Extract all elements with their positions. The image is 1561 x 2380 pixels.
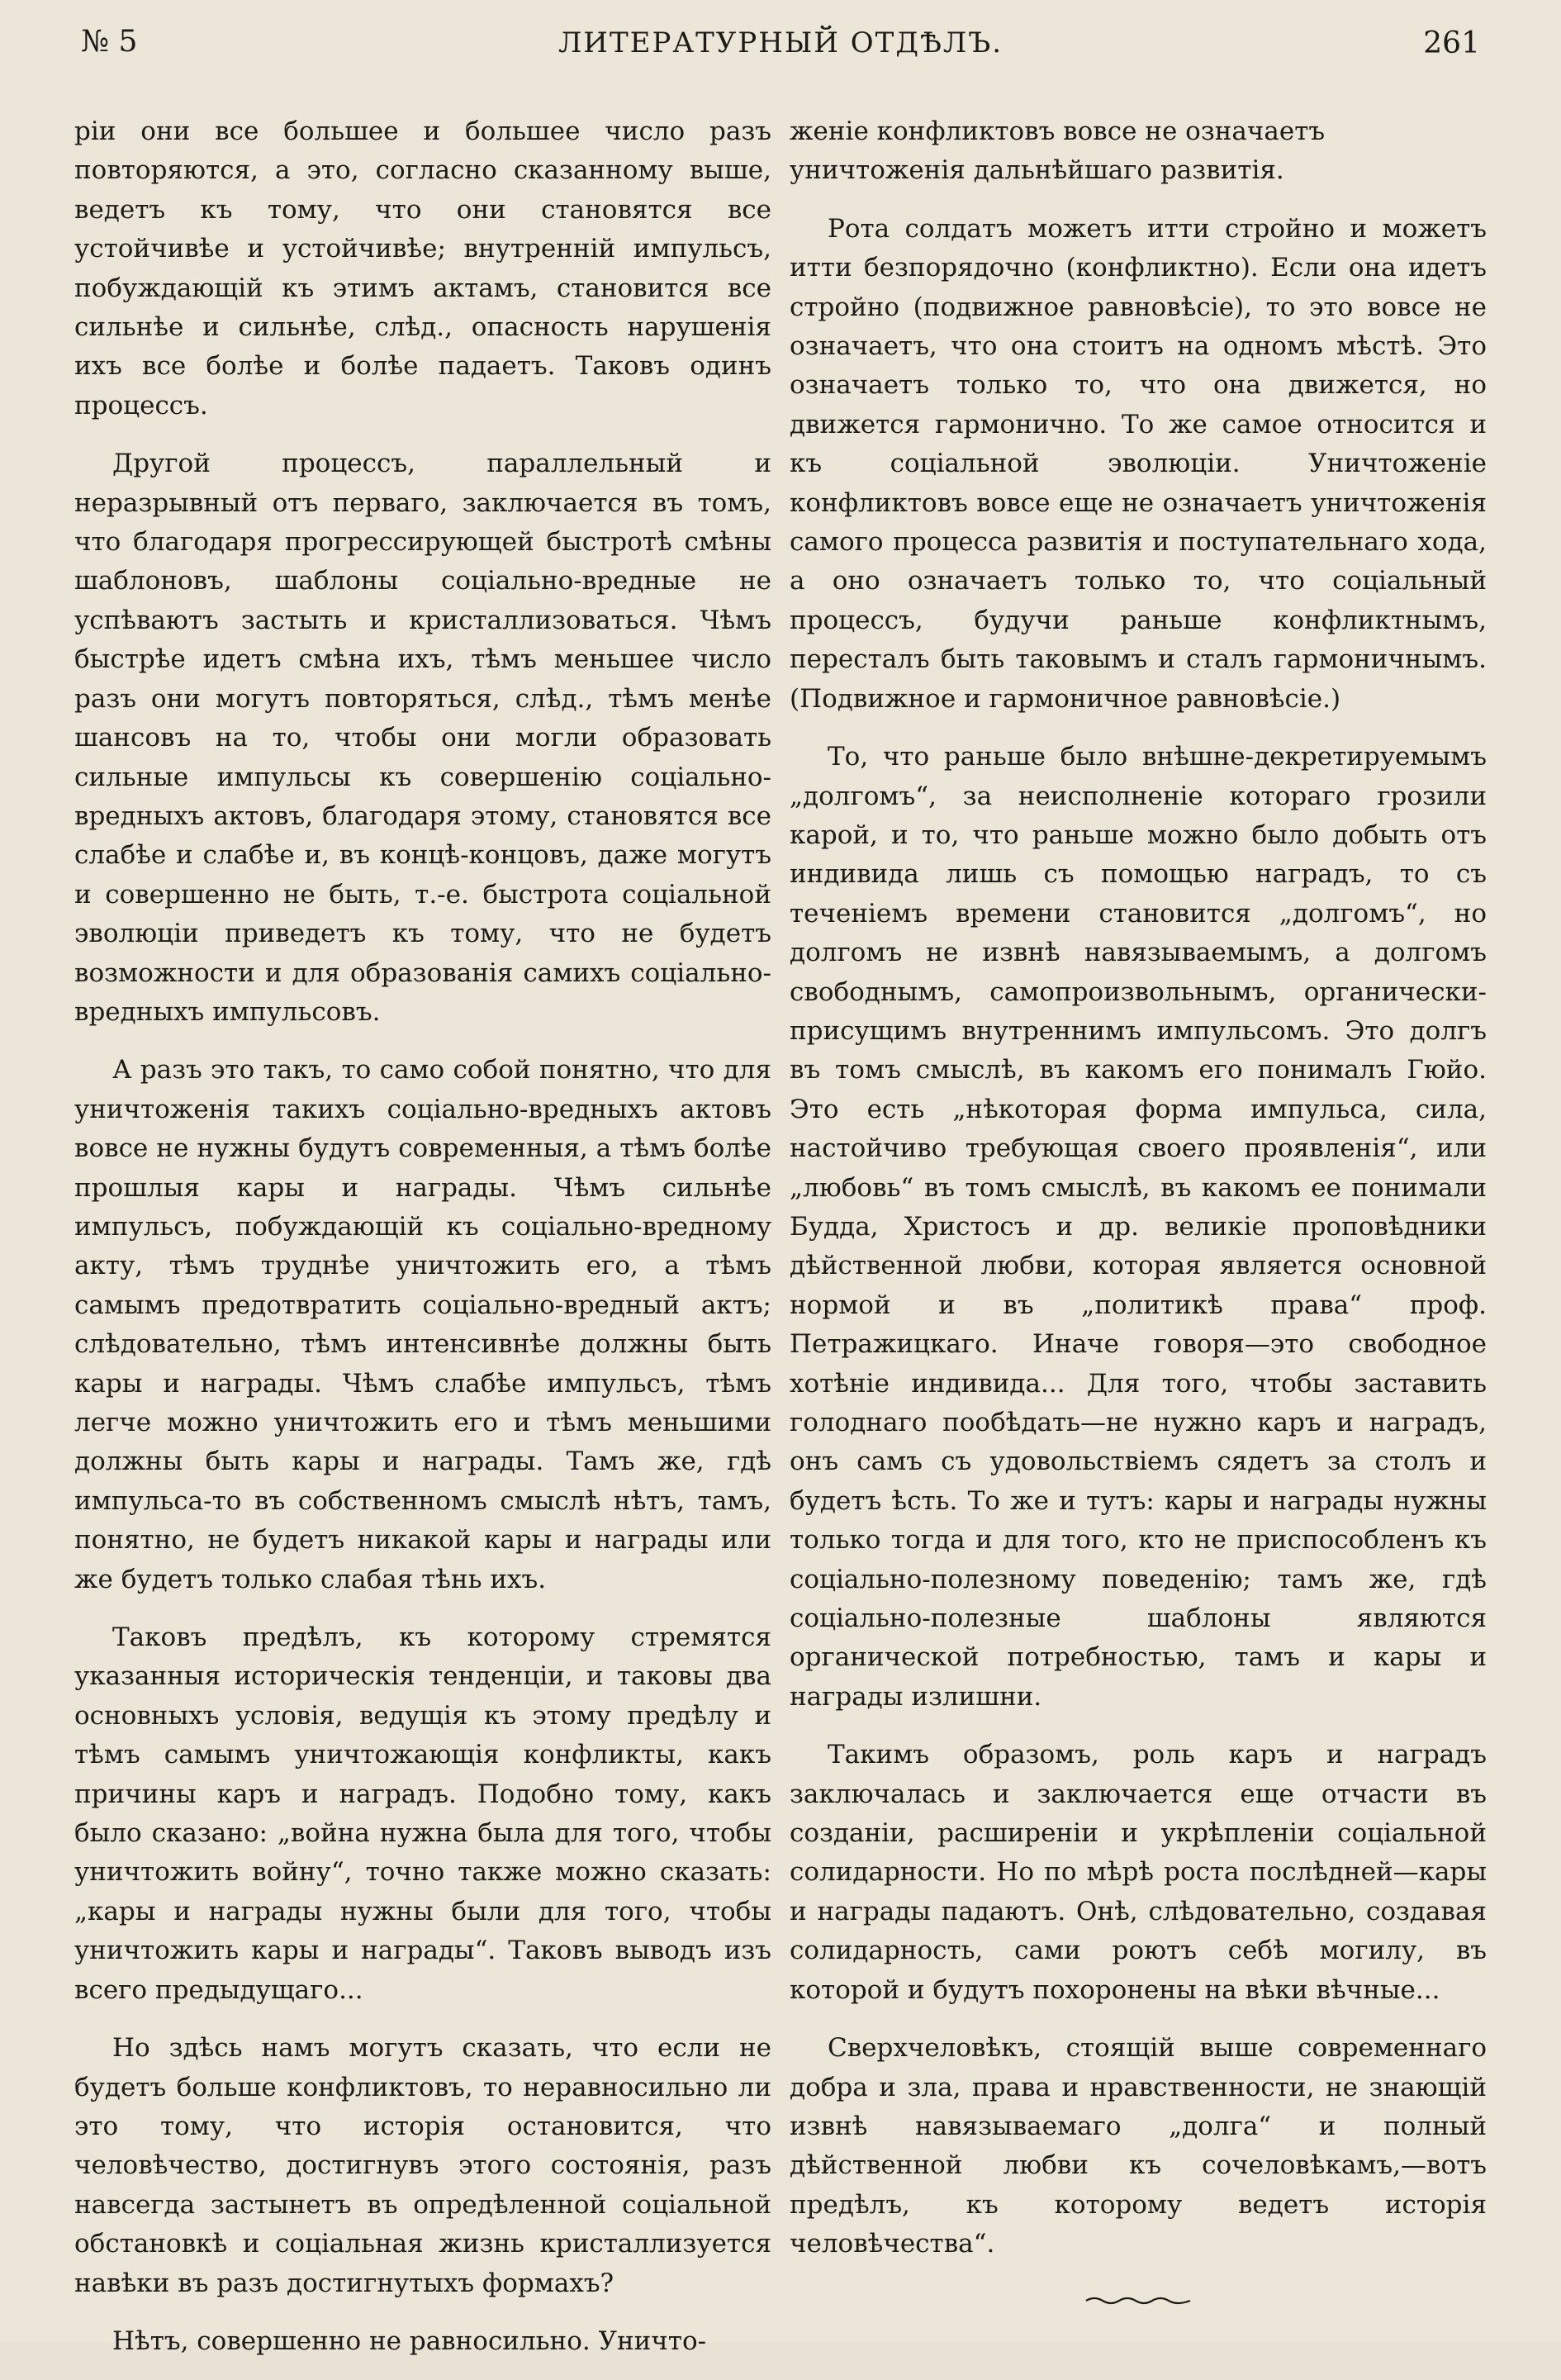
issue-number: № 5 bbox=[81, 25, 138, 59]
paragraph: Нѣтъ, совершенно не равносильно. Уничто- bbox=[112, 2325, 707, 2356]
left-column bbox=[74, 112, 771, 2380]
right-column bbox=[790, 112, 1487, 2380]
paragraph: ріи они все большее и большее число разъ повторяются, а это, согласно сказанному выше, ведетъ къ тому, что они становятся все устойчивѣе и устойчивѣе; внутренній импульсъ, побуждающій къ этимъ актамъ, становится все сильнѣе и сильнѣе, слѣд., опасность нарушенія ихъ все болѣе и болѣе падаетъ. Таковъ одинъ процессъ. bbox=[74, 116, 771, 420]
paragraph: женіе конфликтовъ вовсе не означаетъ уничтоженія дальнѣйшаго развитія. bbox=[790, 116, 1326, 186]
paragraph: Сверхчеловѣкъ, стоящій выше современнаго добра и зла, права и нравственности, не знающій извнѣ навязываемаго „долга“ и полный дѣйственной любви къ сочеловѣкамъ,—вотъ предѣлъ, къ которому ведетъ исторія человѣчества“. bbox=[790, 2033, 1487, 2259]
page-number: 261 bbox=[1423, 26, 1480, 60]
paragraph: А разъ это такъ, то само собой понятно, что для уничтоженія такихъ соціально-вредныхъ актовъ вовсе не нужны будутъ современныя, а тѣмъ болѣе прошлыя кары и награды. Чѣмъ сильнѣе импульсъ, побуждающій къ соціально-вредному акту, тѣмъ труднѣе уничтожить его, а тѣмъ самымъ предотвратить соціально-вредный актъ; слѣдовательно, тѣмъ интенсивнѣе должны быть кары и награды. Чѣмъ слабѣе импульсъ, тѣмъ легче можно уничтожить его и тѣмъ меньшими должны быть кары и награды. Тамъ же, гдѣ импульса-то въ собственномъ смыслѣ нѣтъ, тамъ, понятно, не будетъ никакой кары и награды или же будетъ только слабая тѣнь ихъ. bbox=[74, 1055, 771, 1594]
text-columns bbox=[74, 112, 1487, 2380]
paragraph: Таковъ предѣлъ, къ которому стремятся указанныя историческія тенденціи, и таковы два основныхъ условія, ведущія къ этому предѣлу и тѣмъ самымъ уничтожающія конфликты, какъ причины каръ и наградъ. Подобно тому, какъ было сказано: „война нужна была для того, чтобы уничтожить войну“, точно также можно сказать: „кары и награды нужны были для того, чтобы уничтожить кары и награды“. Таковъ выводъ изъ всего предыдущаго... bbox=[74, 1622, 771, 2005]
paragraph: Такимъ образомъ, роль каръ и наградъ заключалась и заключается еще отчасти въ созданіи, расширеніи и укрѣпленіи соціальной солидарности. Но по мѣрѣ роста послѣдней—кары и награды падаютъ. Онѣ, слѣдовательно, создавая солидарность, сами роютъ себѣ могилу, въ которой и будутъ похоронены на вѣки вѣчные... bbox=[790, 1740, 1487, 2005]
section-title: ЛИТЕРАТУРНЫЙ ОТДѢЛЪ. bbox=[558, 26, 1004, 59]
paragraph: То, что раньше было внѣшне-декретируемымъ „долгомъ“, за неисполненіе котораго грозили карой, и то, что раньше можно было добыть отъ индивида лишь съ помощью наградъ, то съ теченіемъ времени становится „долгомъ“, но долгомъ не извнѣ навязываемымъ, а долгомъ свободнымъ, самопроизвольнымъ, органически-присущимъ внутреннимъ импульсомъ. Это долгъ въ томъ смыслѣ, въ какомъ его понималъ Гюйо. Это есть „нѣкоторая форма импульса, сила, настойчиво требующая своего проявленія“, или „любовь“ въ томъ смыслѣ, въ какомъ ее понимали Будда, Христосъ и др. великіе проповѣдники дѣйственной любви, которая является основной нормой и въ „политикѣ права“ проф. Петражицкаго. Иначе говоря—это свободное хотѣніе индивида... Для того, чтобы заставить голоднаго пообѣдать—не нужно каръ и наградъ, онъ самъ съ удовольствіемъ сядетъ за столъ и будетъ ѣсть. То же и тутъ: кары и награды нужны только тогда и для того, кто не приспособленъ къ соціально-полезному поведенію; тамъ же, гдѣ соціально-полезные шаблоны являются органической потребностью, тамъ и кары и награды излишни. bbox=[790, 742, 1487, 1712]
page-header bbox=[74, 17, 1487, 69]
paragraph: Рота солдатъ можетъ итти стройно и можетъ итти безпорядочно (конфликтно). Если она идетъ стройно (подвижное равновѣсіе), то это вовсе не означаетъ, что она стоитъ на одномъ мѣстѣ. Это означаетъ только то, что она движется, но движется гармонично. То же самое относится и къ соціальной эволюціи. Уничтоженіе конфликтовъ вовсе еще не означаетъ уничтоженія самого процесса развитія и поступательнаго хода, а оно означаетъ только то, что соціальный процессъ, будучи раньше конфликтнымъ, пересталъ быть таковымъ и сталъ гармоничнымъ. (Подвижное и гармоничное равновѣсіе.) bbox=[790, 213, 1487, 714]
paragraph: Другой процессъ, параллельный и неразрывный отъ перваго, заключается въ томъ, что благодаря прогрессирующей быстротѣ смѣны шаблоновъ, шаблоны соціально-вредные не успѣваютъ застыть и кристаллизоваться. Чѣмъ быстрѣе идетъ смѣна ихъ, тѣмъ меньшее число разъ они могутъ повторяться, слѣд., тѣмъ менѣе шансовъ на то, чтобы они могли образовать сильные импульсы къ совершенію соціально-вредныхъ актовъ, благодаря этому, становятся все слабѣе и слабѣе и, въ концѣ-концовъ, даже могутъ и совершенно не быть, т.-е. быстрота соціальной эволюціи приведетъ къ тому, что не будетъ возможности и для образованія самихъ соціально-вредныхъ импульсовъ. bbox=[74, 449, 771, 1027]
paragraph: Но здѣсь намъ могутъ сказать, что если не будетъ больше конфликтовъ, то неравносильно ли это тому, что исторія остановится, что человѣчество, достигнувъ этого состоянія, разъ навсегда застынетъ въ опредѣленной соціальной обстановкѣ и соціальная жизнь кристаллизуется навѣки въ разъ достигнутыхъ формахъ? bbox=[74, 2033, 771, 2298]
wavy-flourish-icon bbox=[790, 2294, 1487, 2307]
